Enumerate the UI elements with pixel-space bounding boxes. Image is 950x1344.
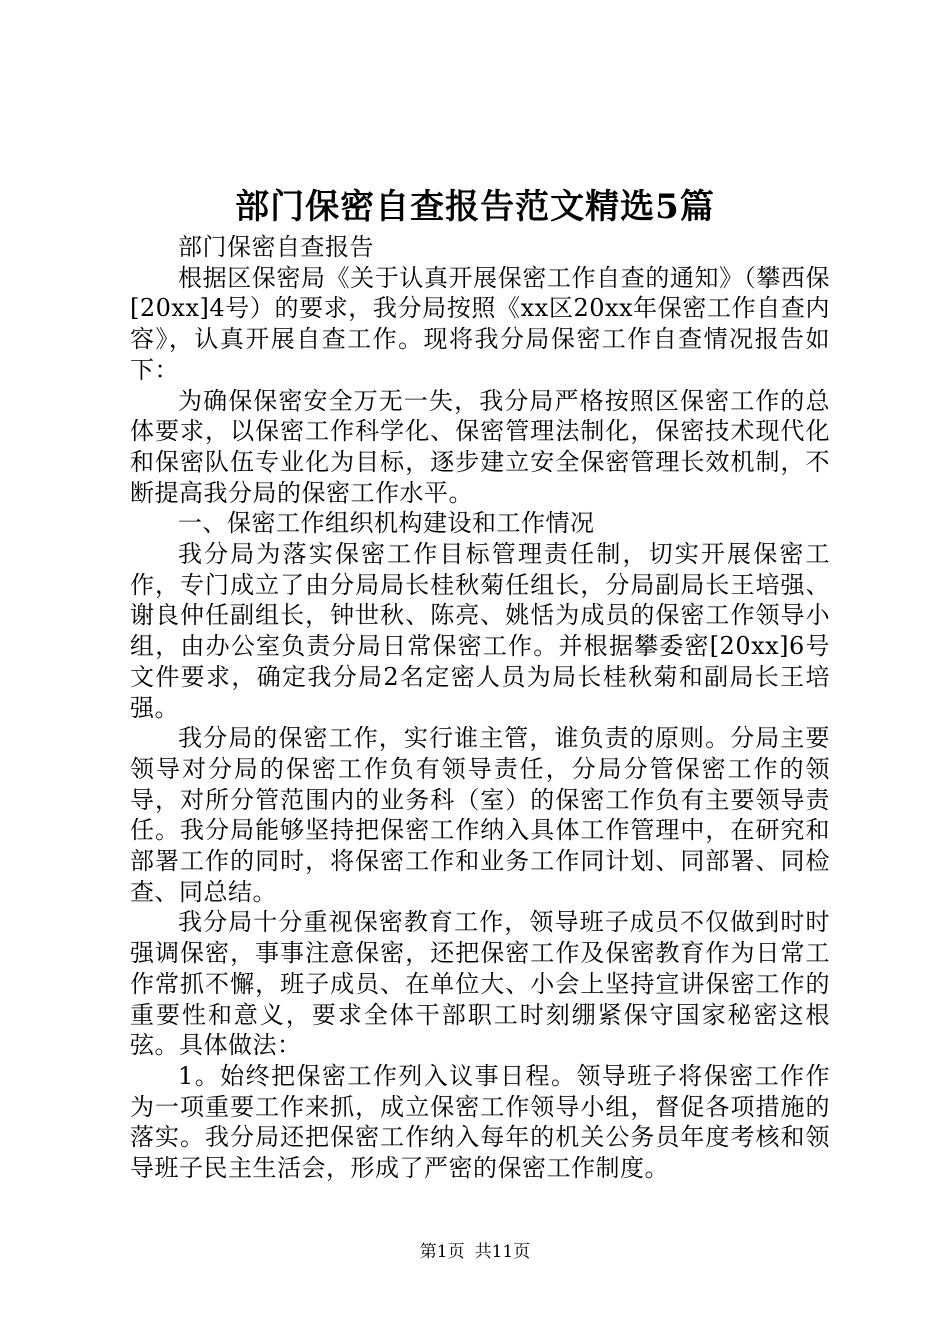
document-title: 部门保密自查报告范文精选5篇 bbox=[235, 187, 715, 227]
paragraph: 我分局为落实保密工作目标管理责任制，切实开展保密工作，专门成立了由分局局长桂秋菊任组长，分局副局长王培强、谢良仲任副组长，钟世秋、陈亮、姚恬为成员的保密工作领导小组，由办公室负责分局日常保密工作。并根据攀委密[20xx]6号文件要求，确定我分局2名定密人员为局长桂秋菊和副局长王培强。 bbox=[130, 540, 830, 722]
document-body bbox=[130, 232, 830, 1184]
section-heading: 一、保密工作组织机构建设和工作情况 bbox=[178, 509, 595, 538]
page-total: 共11页 bbox=[474, 1242, 531, 1262]
paragraph: 根据区保密局《关于认真开展保密工作自查的通知》（攀西保[20xx]4号）的要求，我分局按照《xx区20xx年保密工作自查内容》，认真开展自查工作。现将我分局保密工作自查情况报告如下： bbox=[130, 263, 830, 384]
page-number: 第1页 bbox=[419, 1242, 465, 1262]
section-heading: 部门保密自查报告 bbox=[178, 233, 374, 261]
paragraph: 我分局的保密工作，实行谁主管，谁负责的原则。分局主要领导对分局的保密工作负有领导责任，分局分管保密工作的领导，对所分管范围内的业务科（室）的保密工作负有主要领导责任。我分局能够坚持把保密工作纳入具体工作管理中，在研究和部署工作的同时，将保密工作和业务工作同计划、同部署、同检查、同总结。 bbox=[130, 724, 830, 906]
paragraph: 为确保保密安全万无一失，我分局严格按照区保密工作的总体要求，以保密工作科学化、保密管理法制化，保密技术现代化和保密队伍专业化为目标，逐步建立安全保密管理长效机制，不断提高我分局的保密工作水平。 bbox=[130, 386, 830, 507]
page-footer bbox=[0, 1240, 950, 1264]
paragraph: 我分局十分重视保密教育工作，领导班子成员不仅做到时时强调保密，事事注意保密，还把保密工作及保密教育作为日常工作常抓不懈，班子成员、在单位大、小会上坚持宣讲保密工作的重要性和意义，要求全体干部职工时刻绷紧保守国家秘密这根弦。具体做法： bbox=[130, 908, 830, 1060]
paragraph: 1。始终把保密工作列入议事日程。领导班子将保密工作作为一项重要工作来抓，成立保密工作领导小组，督促各项措施的落实。我分局还把保密工作纳入每年的机关公务员年度考核和领导班子民主生活会，形成了严密的保密工作制度。 bbox=[130, 1061, 830, 1183]
